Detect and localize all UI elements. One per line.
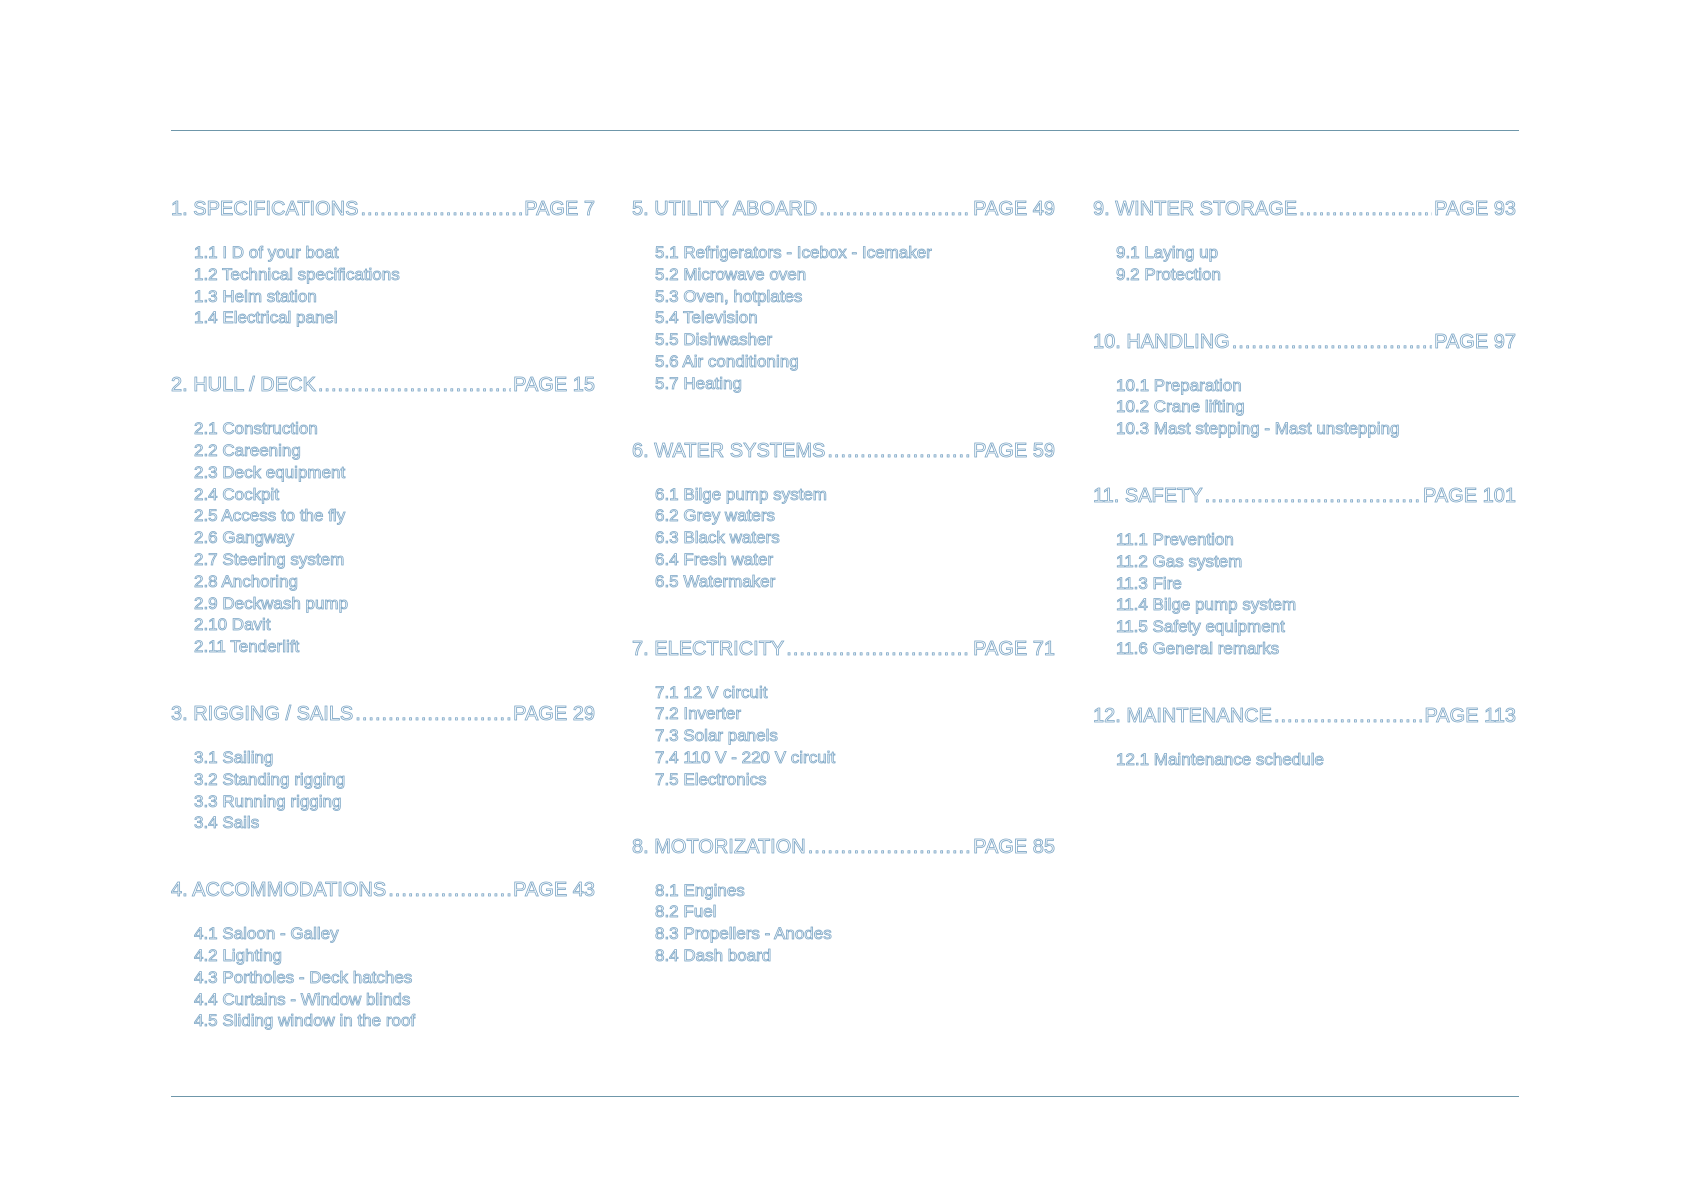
section-page: PAGE 49 <box>973 198 1055 220</box>
subsection-item[interactable]: 1.4 Electrical panel <box>194 308 338 328</box>
section-heading[interactable] <box>632 836 1055 858</box>
section-title: 10. HANDLING <box>1093 330 1230 353</box>
dot-leader <box>827 440 971 462</box>
subsection-item[interactable]: 10.2 Crane lifting <box>1116 397 1245 417</box>
subsection-item[interactable]: 7.4 110 V - 220 V circuit <box>655 747 836 767</box>
section-title: 12. MAINTENANCE <box>1093 704 1272 727</box>
subsection-item[interactable]: 6.5 Watermaker <box>655 571 776 591</box>
section-heading[interactable] <box>1093 485 1516 507</box>
dot-leader <box>819 198 971 220</box>
section-title: 6. WATER SYSTEMS <box>632 439 826 462</box>
subsection-list <box>655 682 1055 791</box>
section-heading[interactable] <box>1093 705 1516 727</box>
subsection-item[interactable]: 9.2 Protection <box>1116 264 1221 284</box>
dot-leader <box>786 638 971 660</box>
subsection-list <box>1116 749 1516 771</box>
subsection-item[interactable]: 5.2 Microwave oven <box>655 264 807 284</box>
subsection-item[interactable]: 2.8 Anchoring <box>194 571 298 591</box>
toc-column-3 <box>1093 198 1516 771</box>
section-title: 8. MOTORIZATION <box>632 835 806 858</box>
section-page: PAGE 29 <box>513 702 595 725</box>
section-title: 1. SPECIFICATIONS <box>171 198 359 220</box>
subsection-item[interactable]: 4.5 Sliding window in the roof <box>194 1011 416 1031</box>
subsection-list <box>655 242 1055 395</box>
subsection-list <box>655 880 1055 967</box>
section-title: 5. UTILITY ABOARD <box>632 198 818 220</box>
section-title: 2. HULL / DECK <box>171 374 316 397</box>
subsection-list <box>1116 375 1516 440</box>
section-heading[interactable] <box>171 703 595 725</box>
subsection-item[interactable]: 11.2 Gas system <box>1116 551 1243 571</box>
section-page: PAGE 15 <box>513 374 595 397</box>
subsection-item[interactable]: 3.3 Running rigging <box>194 791 342 811</box>
subsection-item[interactable]: 5.5 Dishwasher <box>655 330 773 350</box>
section-title: 7. ELECTRICITY <box>632 637 785 660</box>
dot-leader <box>388 879 511 901</box>
section-title: 3. RIGGING / SAILS <box>171 702 354 725</box>
toc-section <box>1093 705 1516 771</box>
section-title: 4. ACCOMMODATIONS <box>171 879 387 902</box>
section-page: PAGE 97 <box>1434 330 1516 353</box>
bottom-divider <box>171 1096 1519 1097</box>
subsection-item[interactable]: 11.3 Fire <box>1116 573 1182 593</box>
dot-leader <box>1299 198 1432 220</box>
subsection-item[interactable]: 4.3 Portholes - Deck hatches <box>194 967 413 987</box>
subsection-item[interactable]: 1.1 I D of your boat <box>194 243 339 262</box>
section-page: PAGE 43 <box>513 879 595 902</box>
toc-column-1 <box>171 198 595 1032</box>
toc-section <box>171 198 595 329</box>
subsection-item[interactable]: 8.2 Fuel <box>655 902 717 922</box>
subsection-item[interactable]: 2.2 Careening <box>194 440 301 460</box>
toc-section <box>171 374 595 658</box>
subsection-item[interactable]: 4.2 Lighting <box>194 945 282 965</box>
subsection-item[interactable]: 2.5 Access to the fly <box>194 506 346 526</box>
subsection-item[interactable]: 6.2 Grey waters <box>655 506 775 526</box>
section-page: PAGE 71 <box>973 637 1055 660</box>
subsection-item[interactable]: 5.3 Oven, hotplates <box>655 286 803 306</box>
toc-section <box>1093 331 1516 440</box>
section-page: PAGE 101 <box>1422 484 1516 507</box>
section-page: PAGE 59 <box>973 439 1055 462</box>
toc-section <box>1093 485 1516 660</box>
toc-section <box>171 703 595 834</box>
subsection-item[interactable]: 8.4 Dash board <box>655 945 772 965</box>
subsection-item[interactable]: 7.5 Electronics <box>655 769 767 789</box>
section-page: PAGE 113 <box>1424 704 1516 727</box>
toc-section <box>632 836 1055 967</box>
subsection-item[interactable]: 4.1 Saloon - Galley <box>194 924 339 944</box>
subsection-item[interactable]: 1.2 Technical specifications <box>194 264 400 284</box>
subsection-item[interactable]: 2.9 Deckwash pump <box>194 593 349 613</box>
dot-leader <box>1274 705 1423 727</box>
section-page: PAGE 7 <box>524 198 595 220</box>
toc-section <box>171 879 595 1032</box>
subsection-item[interactable]: 11.5 Safety equipment <box>1116 617 1285 637</box>
subsection-item[interactable]: 2.4 Cockpit <box>194 484 280 504</box>
toc-section <box>632 198 1055 395</box>
subsection-item[interactable]: 10.3 Mast stepping - Mast unstepping <box>1116 419 1400 439</box>
subsection-item[interactable]: 3.2 Standing rigging <box>194 769 346 789</box>
section-heading[interactable] <box>632 638 1055 660</box>
subsection-list <box>194 923 595 1032</box>
section-heading[interactable] <box>632 440 1055 462</box>
section-heading[interactable] <box>171 879 595 901</box>
subsection-item[interactable]: 7.1 12 V circuit <box>655 682 768 702</box>
subsection-item[interactable]: 8.3 Propellers - Anodes <box>655 924 832 944</box>
subsection-list <box>194 242 595 329</box>
toc-section <box>632 440 1055 593</box>
subsection-item[interactable]: 5.4 Television <box>655 308 758 328</box>
subsection-list <box>194 418 595 658</box>
dot-leader <box>318 374 511 396</box>
section-title: 9. WINTER STORAGE <box>1093 198 1298 220</box>
subsection-item[interactable]: 12.1 Maintenance schedule <box>1116 749 1324 769</box>
toc-section <box>632 638 1055 791</box>
dot-leader <box>360 198 522 220</box>
subsection-item[interactable]: 3.1 Sailing <box>194 747 274 767</box>
dot-leader <box>355 703 511 725</box>
dot-leader <box>1232 331 1432 353</box>
section-title: 11. SAFETY <box>1093 484 1203 507</box>
subsection-item[interactable]: 2.11 Tenderlift <box>194 637 300 657</box>
subsection-list <box>655 484 1055 593</box>
subsection-item[interactable]: 5.1 Refrigerators - Icebox - Icemaker <box>655 243 932 262</box>
section-page: PAGE 93 <box>1434 198 1516 220</box>
subsection-item[interactable]: 7.2 Inverter <box>655 704 741 724</box>
subsection-item[interactable]: 10.1 Preparation <box>1116 375 1242 395</box>
toc-column-2 <box>632 198 1055 967</box>
subsection-item[interactable]: 3.4 Sails <box>194 813 260 833</box>
dot-leader <box>808 836 971 858</box>
top-divider <box>171 130 1519 131</box>
subsection-list <box>194 747 595 834</box>
subsection-item[interactable]: 1.3 Helm station <box>194 286 317 306</box>
subsection-item[interactable]: 2.3 Deck equipment <box>194 462 346 482</box>
subsection-item[interactable]: 6.4 Fresh water <box>655 549 774 569</box>
subsection-item[interactable]: 2.10 Davit <box>194 615 271 635</box>
subsection-item[interactable]: 11.4 Bilge pump system <box>1116 595 1297 615</box>
dot-leader <box>1205 485 1421 507</box>
section-heading[interactable] <box>632 198 1055 220</box>
section-heading[interactable] <box>171 374 595 396</box>
section-heading[interactable] <box>171 198 595 220</box>
subsection-item[interactable]: 5.7 Heating <box>655 373 742 393</box>
subsection-item[interactable]: 6.1 Bilge pump system <box>655 484 827 504</box>
subsection-item[interactable]: 11.6 General remarks <box>1116 638 1280 658</box>
section-page: PAGE 85 <box>973 835 1055 858</box>
subsection-list <box>1116 242 1516 286</box>
subsection-item[interactable]: 2.6 Gangway <box>194 528 295 548</box>
subsection-list <box>1116 529 1516 660</box>
subsection-item[interactable]: 2.1 Construction <box>194 419 318 439</box>
section-heading[interactable] <box>1093 331 1516 353</box>
subsection-item[interactable]: 9.1 Laying up <box>1116 243 1219 262</box>
toc-section <box>1093 198 1516 286</box>
subsection-item[interactable]: 7.3 Solar panels <box>655 726 778 746</box>
subsection-item[interactable]: 5.6 Air conditioning <box>655 351 799 371</box>
subsection-item[interactable]: 6.3 Black waters <box>655 528 780 548</box>
subsection-item[interactable]: 8.1 Engines <box>655 880 745 900</box>
subsection-item[interactable]: 11.1 Prevention <box>1116 529 1234 549</box>
subsection-item[interactable]: 2.7 Steering system <box>194 549 345 569</box>
section-heading[interactable] <box>1093 198 1516 220</box>
subsection-item[interactable]: 4.4 Curtains - Window blinds <box>194 989 411 1009</box>
